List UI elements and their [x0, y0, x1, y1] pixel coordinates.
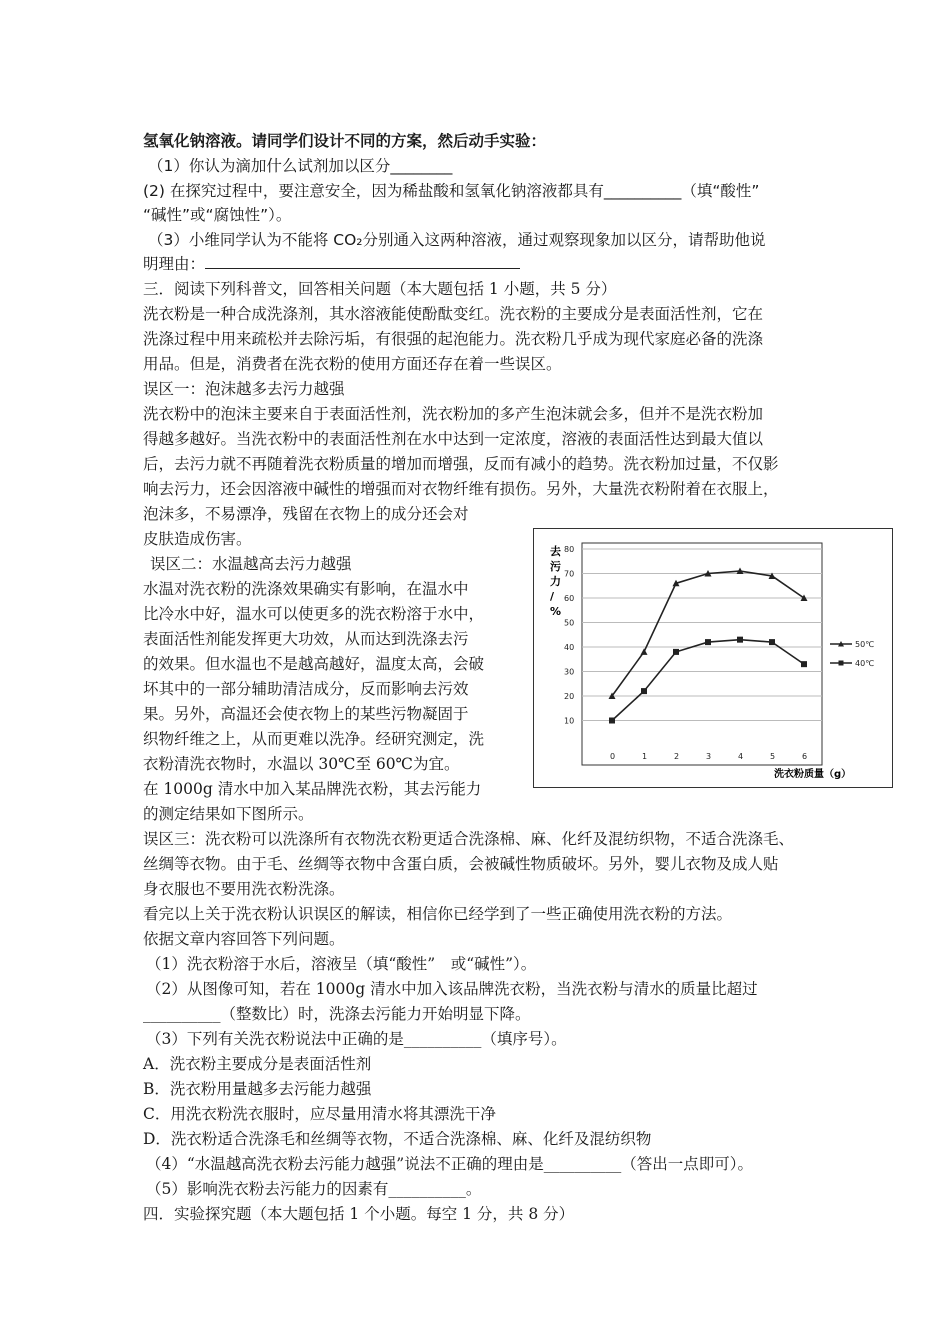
- chart-y-label-char: /: [550, 590, 555, 603]
- myth1-line: 泡沫多，不易漂净，残留在衣物上的成分还会对: [143, 505, 469, 523]
- part4-heading: 四．实验探究题（本大题包括 1 个小题。每空 1 分，共 8 分）: [143, 1205, 575, 1223]
- chart-legend-marker: [839, 661, 844, 666]
- myth1-line: 得越多越好。当洗衣粉中的表面活性剂在水中达到一定浓度，溶液的表面活性达到最大值以: [143, 430, 764, 448]
- chart-y-tick-label: 80: [564, 545, 575, 554]
- myth2-line: 衣粉清洗衣物时，水温以 30℃至 60℃为宜。: [143, 755, 460, 773]
- conclusion: 看完以上关于洗衣粉认识误区的解读，相信你已经学到了一些正确使用洗衣粉的方法。: [143, 905, 733, 923]
- chart-x-tick-label: 2: [674, 752, 680, 761]
- myth2-line: 织物纤维之上，从而更难以洗净。经研究测定，洗: [143, 730, 485, 748]
- chart-legend: [830, 640, 874, 668]
- chart-x-label: 洗衣粉质量（g）: [774, 769, 852, 780]
- chart-series-line: [612, 640, 804, 721]
- chart-y-label-char: %: [550, 605, 562, 618]
- chart-point: [609, 718, 615, 724]
- chart-y-ticks: [564, 545, 574, 726]
- myth2-line: 果。另外，高温还会使衣物上的某些污物凝固于: [143, 705, 469, 723]
- chart-y-label: [550, 544, 561, 618]
- part2-question-3-line2: [143, 254, 520, 274]
- part3-question-4: （4）“水温越高洗衣粉去污能力越强”说法不正确的理由是__________（答出一点即可）。: [146, 1155, 753, 1173]
- myth2-line: 的效果。但水温也不是越高越好，温度太高，会破: [143, 655, 485, 673]
- myth3-line: 丝绸等衣物。由于毛、丝绸等衣物中含蛋白质，会被碱性物质破坏。另外，婴儿衣物及成人贴: [143, 855, 779, 873]
- chart-point: [769, 639, 775, 645]
- chart-x-tick-label: 1: [642, 752, 648, 761]
- chart-y-label-char: 污: [550, 560, 561, 573]
- chart-legend-label: 40℃: [855, 659, 875, 668]
- chart-point: [641, 648, 648, 655]
- chart-x-ticks: [610, 752, 807, 761]
- para1-line: 洗涤过程中用来疏松并去除污垢，有很强的起泡能力。洗衣粉几乎成为现代家庭必备的洗涤: [143, 330, 764, 348]
- option-c: C．用洗衣粉洗衣服时，应尽量用清水将其漂洗干净: [143, 1105, 496, 1123]
- chart-y-tick-label: 10: [564, 716, 575, 726]
- part3-question-2-line2: __________（整数比）时，洗涤去污能力开始明显下降。: [143, 1005, 531, 1023]
- part3-question-3: （3）下列有关洗衣粉说法中正确的是__________（填序号）。: [146, 1030, 567, 1048]
- myth2-line: 表面活性剂能发挥更大功效，从而达到洗涤去污: [143, 630, 469, 648]
- chart-svg: [534, 529, 892, 787]
- part3-heading: 三．阅读下列科普文，回答相关问题（本大题包括 1 小题，共 5 分）: [143, 280, 617, 298]
- part2-question-3-label: 明理由：: [143, 255, 206, 273]
- chart-plot-frame: [582, 543, 822, 765]
- myth2-title: 误区二：水温越高去污力越强: [150, 555, 352, 573]
- chart-series-line: [612, 571, 804, 696]
- instruction: 依据文章内容回答下列问题。: [143, 930, 345, 948]
- chart-y-label-char: 去: [550, 545, 561, 558]
- myth2-line: 的测定结果如下图所示。: [143, 805, 314, 823]
- chart-x-tick-label: 4: [738, 752, 744, 761]
- chart-y-tick-label: 30: [564, 667, 575, 677]
- part3-question-1: （1）洗衣粉溶于水后，溶液呈（填“酸性” 或“碱性”）。: [146, 955, 537, 973]
- chart-point: [801, 661, 807, 667]
- chart-x-tick-label: 0: [610, 752, 616, 761]
- myth2-line: 水温对洗衣粉的洗涤效果确实有影响，在温水中: [143, 580, 469, 598]
- option-d: D．洗衣粉适合洗涤毛和丝绸等衣物，不适合洗涤棉、麻、化纤及混纺织物: [143, 1130, 652, 1148]
- part2-question-2-line1: (2) 在探究过程中，要注意安全，因为稀盐酸和氢氧化钠溶液都具有__________（填“酸性”: [143, 182, 760, 200]
- chart-y-tick-label: 20: [564, 692, 575, 701]
- part2-question-2-line2: “碱性”或“腐蚀性”）。: [143, 206, 292, 224]
- chart-x-tick-label: 5: [770, 752, 776, 761]
- myth3-line: 身衣服也不要用洗衣粉洗涤。: [143, 880, 345, 898]
- chart-point: [673, 649, 679, 655]
- option-b: B．洗衣粉用量越多去污能力越强: [143, 1080, 372, 1098]
- chart-y-tick-label: 60: [564, 594, 575, 603]
- part3-question-5: （5）影响洗衣粉去污能力的因素有__________。: [146, 1180, 482, 1198]
- chart-series: [609, 568, 808, 724]
- part2-intro: 氢氧化钠溶液。请同学们设计不同的方案，然后动手实验：: [143, 132, 547, 150]
- answer-blank: [205, 254, 520, 269]
- option-a: A．洗衣粉主要成分是表面活性剂: [143, 1055, 372, 1073]
- part3-question-2-line1: （2）从图像可知，若在 1000g 清水中加入该品牌洗衣粉，当洗衣粉与清水的质量比超过: [146, 980, 758, 998]
- myth3-line: 误区三：洗衣粉可以洗涤所有衣物洗衣粉更适合洗涤棉、麻、化纤及混纺织物，不适合洗涤毛、: [143, 830, 795, 848]
- chart-y-tick-label: 70: [564, 569, 575, 579]
- chart-y-label-char: 力: [550, 575, 561, 588]
- para1-line: 洗衣粉是一种合成洗涤剂，其水溶液能使酚酞变红。洗衣粉的主要成分是表面活性剂，它在: [143, 305, 764, 323]
- myth1-line: 洗衣粉中的泡沫主要来自于表面活性剂，洗衣粉加的多产生泡沫就会多，但并不是洗衣粉加: [143, 405, 764, 423]
- part2-question-1: （1）你认为滴加什么试剂加以区分________: [148, 157, 453, 175]
- chart-y-tick-label: 40: [564, 643, 575, 652]
- chart-legend-label: 50℃: [855, 640, 875, 649]
- chart-x-tick-label: 6: [802, 752, 808, 761]
- myth1-title: 误区一：泡沫越多去污力越强: [143, 380, 345, 398]
- myth2-line: 比冷水中好，温水可以使更多的洗衣粉溶于水中，: [143, 605, 485, 623]
- myth1-line: 皮肤造成伤害。: [143, 530, 252, 548]
- myth2-line: 坏其中的一部分辅助清洁成分，反而影响去污效: [143, 680, 469, 698]
- part2-question-3-line1: （3）小维同学认为不能将 CO₂分别通入这两种溶液，通过观察现象加以区分，请帮助他说: [148, 231, 766, 249]
- myth1-line: 后，去污力就不再随着洗衣粉质量的增加而增强，反而有减小的趋势。洗衣粉加过量，不仅影: [143, 455, 779, 473]
- detergent-chart: [533, 528, 893, 788]
- chart-x-tick-label: 3: [706, 752, 712, 761]
- myth2-line: 在 1000g 清水中加入某品牌洗衣粉，其去污能力: [143, 780, 482, 798]
- para1-line: 用品。但是，消费者在洗衣粉的使用方面还存在着一些误区。: [143, 355, 562, 373]
- chart-point: [641, 688, 647, 694]
- chart-point: [737, 637, 743, 643]
- myth1-line: 响去污力，还会因溶液中碱性的增强而对衣物纤维有损伤。另外，大量洗衣粉附着在衣服上，: [143, 480, 779, 498]
- chart-point: [705, 639, 711, 645]
- chart-y-tick-label: 50: [564, 618, 575, 628]
